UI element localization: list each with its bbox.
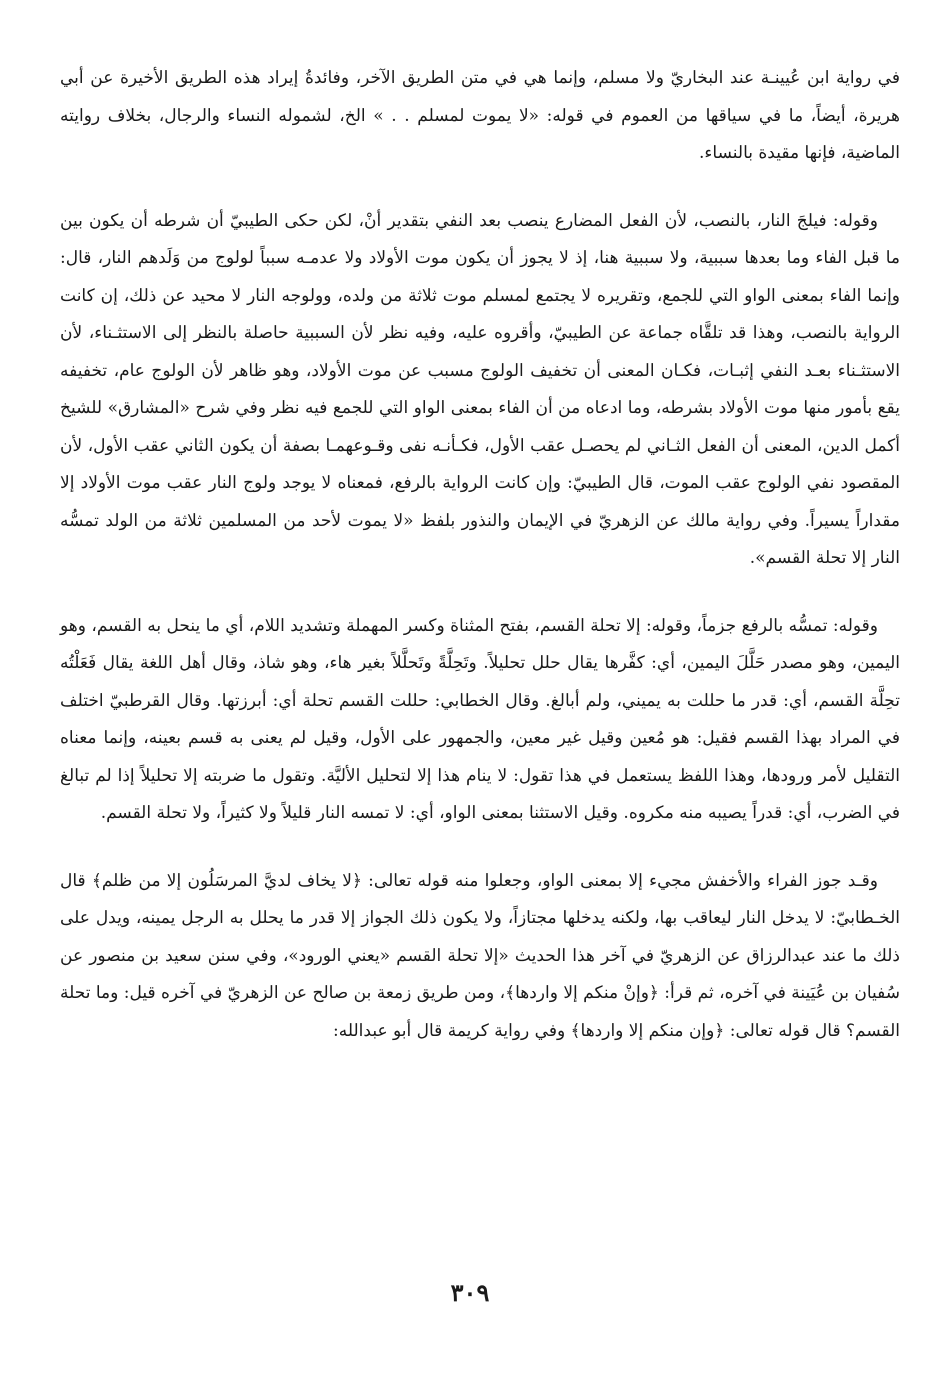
paragraph-1: في رواية ابن عُيينـة عند البخاريّ ولا مسلم، وإنما هي في متن الطريق الآخر، وفائدةُ إيراد هذه الطريق الأخيرة عن أبي هريرة، أيضاً، ما في سياقها من العموم في قوله: «لا يموت لمسلم . . » الخ، لشموله النساء والرجال، بخلاف روايته الماضية، فإنها مقيدة بالنساء. xyxy=(60,68,900,163)
paragraph-gap xyxy=(60,173,900,203)
paragraph-gap xyxy=(60,833,900,863)
paragraph-3: وقوله: تمسُّه بالرفع جزماً، وقوله: إلا تحلة القسم، بفتح المثناة وكسر المهملة وتشديد اللام، أي ما ينحل به القسم، وهو اليمين، وهو مصدر حَلَّلَ اليمين، أي: كفَّرها يقال حلل تحليلاً. وتَحِلَّةً وتَحلَّلاً بغير هاء، وهو شاذ، وقال أهل اللغة يقال فَعَلْتُه تحِلَّة القسم، أي: قدر ما حللت به يميني، ولم أبالغ. وقال الخطابي: حللت القسم تحلة أي: أبرزتها. وقال القرطبيّ اختلف في المراد بهذا القسم فقيل: هو مُعين وقيل غير معين، والجمهور على الأول، وقيل لم يعنى به قسم بعينه، وإنما معناه التقليل لأمر ورودها، وهذا اللفظ يستعمل في هذا تقول: لا ينام هذا إلا لتحليل الأليَّة. وتقول ما ضربته إلا تحليلاً إذا لم تبالغ في الضرب، أي: قدراً يصيبه منه مكروه. وقيل الاستثنا بمعنى الواو، أي: لا تمسه النار قليلاً ولا كثيراً، ولا تحلة القسم. xyxy=(60,615,900,823)
document-page xyxy=(60,60,900,1320)
paragraph-gap xyxy=(60,578,900,608)
paragraph-2: وقوله: فيلجَ النار، بالنصب، لأن الفعل المضارع ينصب بعد النفي بتقدير أنْ، لكن حكى الطيبيّ أن شرطه أن يكون بين ما قبل الفاء وما بعدها سببية، ولا سببية هنا، إذ لا يجوز أن يكون موت الأولاد ولا عدمـه سبباً لولوج من وَلَدهم النار، قال: وإنما الفاء بمعنى الواو التي للجمع، وتقريره لا يجتمع لمسلم موت ثلاثة من ولده، وولوجه النار لا محيد عن ذلك، إن كانت الرواية بالنصب، وهذا قد تلقَّاه جماعة عن الطيبيّ، وأقروه عليه، وفيه نظر لأن السببية حاصلة بالنظر إلى الاستثـناء، لأن الاستثـناء بعـد النفي إثبـات، فكـان المعنى أن تخفيف الولوج مسبب عن موت الأولاد، وهو ظاهر لأن الولوج عام، تخفيفه يقع بأمور منها موت الأولاد بشرطه، وما ادعاه من أن الفاء بمعنى الواو التي للجمع فيه نظر وفي شرح «المشارق» للشيخ أكمل الدين، المعنى أن الفعل الثـاني لم يحصـل عقب الأول، فكـأنـه نفى وقـوعهمـا بصفة أن يكون الثاني عقب الأول، لأن المقصود نفي الولوج عقب الموت، قال الطيبيّ: وإن كانت الرواية بالرفع، فمعناه لا يوجد ولوج النار عقب موت الأولاد إلا مقداراً يسيراً. وفي رواية مالك عن الزهريّ في الإيمان والنذور بلفظ «لا يموت لأحد من المسلمين ثلاثة من الولد تمسُّه النار إلا تحلة القسم». xyxy=(60,210,900,568)
page-number: ٣٠٩ xyxy=(450,1278,490,1307)
paragraph-4: وقـد جوز الفراء والأخفش مجيء إلا بمعنى الواو، وجعلوا منه قوله تعالى: ﴿لا يخاف لديَّ المرسَلُون إلا من ظلم﴾ قال الخـطابيّ: لا يدخل النار ليعاقب بها، ولكنه يدخلها مجتازاً، ولا يكون ذلك الجواز إلا قدر ما يحلل به الرجل يمينه، ويدل على ذلك ما عند عبدالرزاق عن الزهريّ في آخر هذا الحديث «إلا تحلة القسم «يعني الورود»، وفي سنن سعيد بن منصور عن سُفيان بن عُيَينة في آخره، ثم قرأ: ﴿وإنْ منكم إلا واردها﴾، ومن طريق زمعة بن صالح عن الزهريّ في آخره قيل: وما تحلة القسم؟ قال قوله تعالى: ﴿وإن منكم إلا واردها﴾ وفي رواية كريمة قال أبو عبدالله: xyxy=(60,870,900,1041)
